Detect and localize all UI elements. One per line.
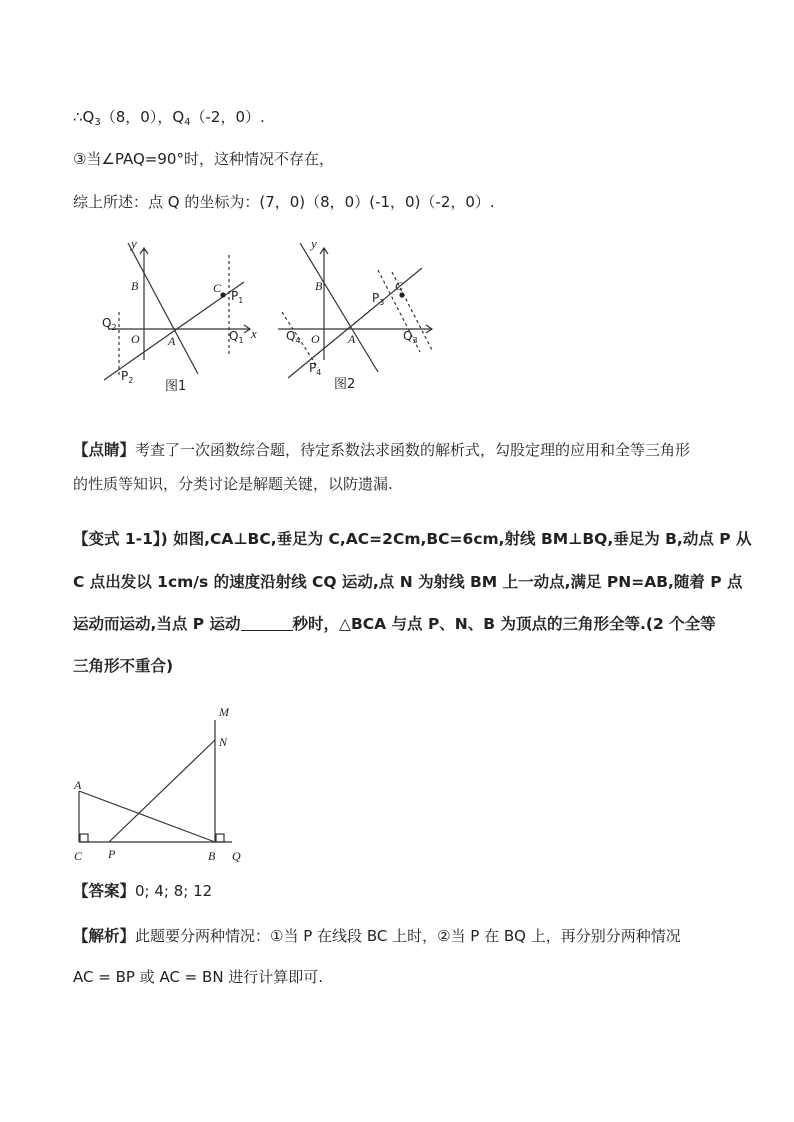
label-q1: $Q_1$ (229, 329, 244, 345)
figure-2 (278, 243, 432, 378)
label-o: O (311, 332, 320, 346)
analysis-line-1 (73, 924, 681, 946)
label-q: Q (232, 849, 241, 863)
label-b: B (131, 279, 139, 293)
caption-fig2: 图2 (334, 377, 356, 392)
triangle-figure (0, 700, 794, 870)
variant-text: 如图,CA⊥BC,垂足为 C,AC=2Cm,BC=6cm,射线 BM⊥BQ,垂足为 B,动点 P 从 (167, 530, 752, 548)
label-p2: $P_2$ (121, 369, 134, 385)
label-c: C (395, 279, 404, 293)
label-b: B (208, 849, 216, 863)
text: ∴Q (73, 108, 95, 126)
segment-pn (109, 740, 215, 842)
label-a: A (168, 334, 176, 348)
line-ba (128, 243, 198, 374)
right-angle-c (80, 834, 88, 842)
subscript: 4 (184, 117, 191, 128)
label-o: O (131, 332, 140, 346)
point-c (399, 292, 404, 297)
label-m: M (219, 705, 229, 719)
variant-text: 秒时，△BCA 与点 P、N、B 为顶点的三角形全等.(2 个全等 (292, 615, 716, 633)
label-p3: $P_3$ (372, 291, 385, 307)
caption-fig1: 图1 (165, 379, 187, 394)
label-c: C (74, 849, 83, 863)
comment-tag: 【点睛】 (73, 441, 136, 459)
segment-ab (79, 791, 215, 842)
conclusion-line: 综上所述：点 Q 的坐标为：(7，0)（8，0）(-1，0)（-2，0）. (73, 193, 495, 211)
text: （-2，0）. (190, 108, 265, 126)
label-a: A (74, 778, 82, 792)
right-angle-b (216, 834, 224, 842)
label-x: x (251, 326, 257, 341)
comment-text: 考查了一次函数综合题，待定系数法求函数的解析式，勾股定理的应用和全等三角形 (135, 441, 691, 459)
figure-1 (104, 243, 250, 380)
point-p1 (220, 292, 225, 297)
answer-line (73, 879, 212, 901)
comment-line-2: 的性质等知识，分类讨论是解题关键，以防遗漏. (73, 475, 393, 493)
label-q4: $Q_4$ (286, 329, 301, 345)
variant-text: 运动而运动,当点 P 运动 (73, 615, 241, 633)
variant-line-3 (73, 612, 716, 634)
variant-tag: 【变式 1-1】) (73, 530, 168, 548)
label-p: P (108, 847, 116, 861)
variant-line-1 (73, 527, 751, 549)
analysis-text: 此题要分两种情况：①当 P 在线段 BC 上时，②当 P 在 BQ 上，再分别分两种情况 (135, 927, 681, 945)
label-y: y (131, 236, 137, 251)
comment-line-1 (73, 438, 690, 460)
label-p1: $P_1$ (231, 289, 244, 305)
label-q3: $Q_3$ (403, 329, 418, 345)
answer-value: 0; 4; 8; 12 (135, 882, 213, 900)
label-n: N (219, 735, 228, 749)
label-b: B (315, 279, 323, 293)
label-c: C (213, 281, 222, 295)
label-a: A (348, 332, 356, 346)
label-q2: $Q_2$ (102, 316, 117, 332)
figure-1-and-2 (0, 235, 794, 415)
answer-tag: 【答案】 (73, 882, 136, 900)
subscript: 3 (94, 117, 101, 128)
line-ba (300, 243, 378, 372)
variant-line-4: 三角形不重合) (73, 657, 174, 675)
label-p4: $P_4$ (309, 361, 322, 377)
solution-line-2: ③当∠PAQ=90°时，这种情况不存在， (73, 150, 334, 168)
analysis-tag: 【解析】 (73, 927, 136, 945)
label-y: y (311, 236, 317, 251)
analysis-line-2: AC = BP 或 AC = BN 进行计算即可. (73, 968, 324, 986)
variant-line-2: C 点出发以 1cm/s 的速度沿射线 CQ 运动,点 N 为射线 BM 上一动点,满足 PN=AB,随着 P 点 (73, 573, 743, 591)
text: （8，0），Q (100, 108, 185, 126)
answer-blank[interactable] (241, 616, 293, 631)
solution-line-1 (73, 106, 265, 128)
